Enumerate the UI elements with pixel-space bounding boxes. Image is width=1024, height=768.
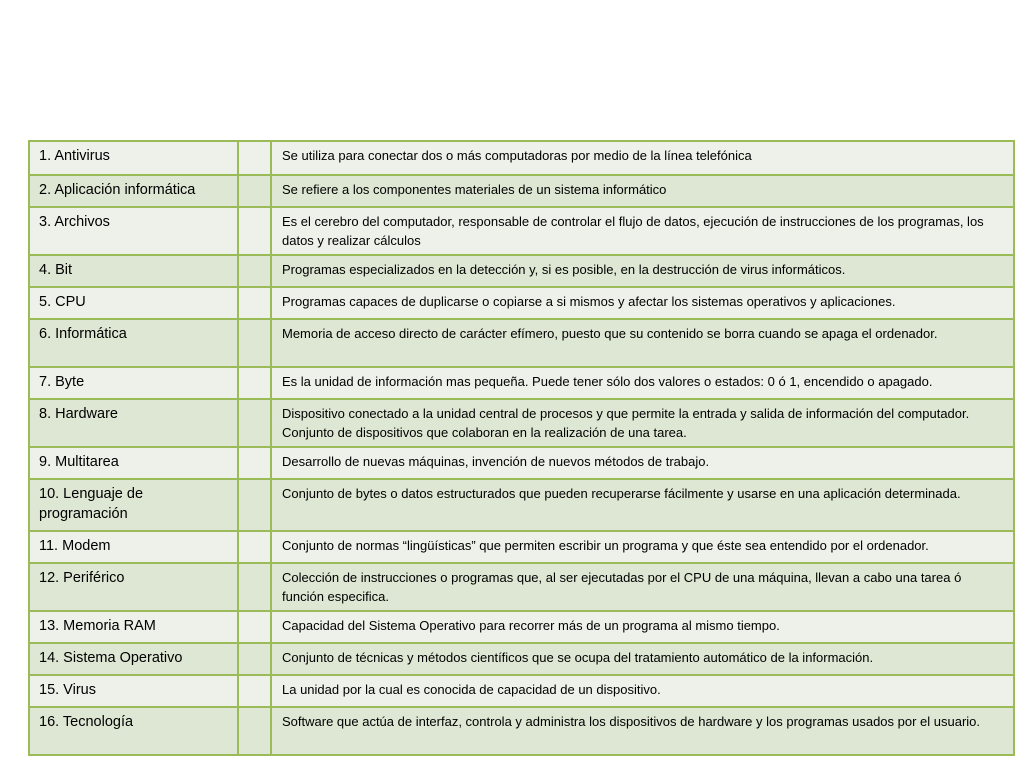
matching-table xyxy=(28,140,1015,756)
table-row xyxy=(29,643,1014,675)
definition-cell: Conjunto de bytes o datos estructurados que pueden recuperarse fácilmente y usarse en una aplicación determinada. xyxy=(271,479,1014,531)
answer-cell[interactable] xyxy=(238,287,271,319)
answer-cell[interactable] xyxy=(238,319,271,367)
definition-cell: Es la unidad de información mas pequeña. Puede tener sólo dos valores o estados: 0 ó 1, encendido o apagado. xyxy=(271,367,1014,399)
answer-cell[interactable] xyxy=(238,207,271,255)
term-cell: 8. Hardware xyxy=(29,399,238,447)
definition-cell: Se refiere a los componentes materiales de un sistema informático xyxy=(271,175,1014,207)
table-row xyxy=(29,141,1014,175)
term-cell: 15. Virus xyxy=(29,675,238,707)
definition-cell: La unidad por la cual es conocida de capacidad de un dispositivo. xyxy=(271,675,1014,707)
table-row xyxy=(29,207,1014,255)
answer-cell[interactable] xyxy=(238,531,271,563)
term-cell: 11. Modem xyxy=(29,531,238,563)
definition-cell: Dispositivo conectado a la unidad central de procesos y que permite la entrada y salida de información del computador. Conjunto de dispositivos que colaboran en la realización de una tarea. xyxy=(271,399,1014,447)
definition-cell: Programas especializados en la detección y, si es posible, en la destrucción de virus informáticos. xyxy=(271,255,1014,287)
definition-cell: Se utiliza para conectar dos o más computadoras por medio de la línea telefónica xyxy=(271,141,1014,175)
table-row xyxy=(29,399,1014,447)
answer-cell[interactable] xyxy=(238,643,271,675)
term-cell: 1. Antivirus xyxy=(29,141,238,175)
table-row xyxy=(29,367,1014,399)
definition-cell: Capacidad del Sistema Operativo para recorrer más de un programa al mismo tiempo. xyxy=(271,611,1014,643)
answer-cell[interactable] xyxy=(238,675,271,707)
answer-cell[interactable] xyxy=(238,447,271,479)
answer-cell[interactable] xyxy=(238,611,271,643)
answer-cell[interactable] xyxy=(238,563,271,611)
table-row xyxy=(29,287,1014,319)
definition-cell: Memoria de acceso directo de carácter efímero, puesto que su contenido se borra cuando se apaga el ordenador. xyxy=(271,319,1014,367)
definition-cell: Desarrollo de nuevas máquinas, invención de nuevos métodos de trabajo. xyxy=(271,447,1014,479)
definition-cell: Software que actúa de interfaz, controla y administra los dispositivos de hardware y los programas usados por el usuario. xyxy=(271,707,1014,755)
table-row xyxy=(29,563,1014,611)
table-row xyxy=(29,611,1014,643)
table-row xyxy=(29,319,1014,367)
definition-cell: Conjunto de normas “lingüísticas” que permiten escribir un programa y que éste sea entendido por el ordenador. xyxy=(271,531,1014,563)
answer-cell[interactable] xyxy=(238,399,271,447)
term-cell: 14. Sistema Operativo xyxy=(29,643,238,675)
table-row xyxy=(29,675,1014,707)
definition-cell: Programas capaces de duplicarse o copiarse a si mismos y afectar los sistemas operativos y aplicaciones. xyxy=(271,287,1014,319)
term-cell: 3. Archivos xyxy=(29,207,238,255)
answer-cell[interactable] xyxy=(238,255,271,287)
table-row xyxy=(29,479,1014,531)
term-cell: 16. Tecnología xyxy=(29,707,238,755)
table-row xyxy=(29,255,1014,287)
term-cell: 13. Memoria RAM xyxy=(29,611,238,643)
definition-cell: Es el cerebro del computador, responsable de controlar el flujo de datos, ejecución de instrucciones de los programas, los datos y realizar cálculos xyxy=(271,207,1014,255)
answer-cell[interactable] xyxy=(238,479,271,531)
term-cell: 6. Informática xyxy=(29,319,238,367)
answer-cell[interactable] xyxy=(238,367,271,399)
term-cell: 5. CPU xyxy=(29,287,238,319)
term-cell: 2. Aplicación informática xyxy=(29,175,238,207)
definition-cell: Conjunto de técnicas y métodos científicos que se ocupa del tratamiento automático de la información. xyxy=(271,643,1014,675)
table-row xyxy=(29,447,1014,479)
term-cell: 4. Bit xyxy=(29,255,238,287)
term-cell: 9. Multitarea xyxy=(29,447,238,479)
term-cell: 10. Lenguaje de programación xyxy=(29,479,238,531)
term-cell: 7. Byte xyxy=(29,367,238,399)
table-row xyxy=(29,707,1014,755)
table-row xyxy=(29,531,1014,563)
definition-cell: Colección de instrucciones o programas que, al ser ejecutadas por el CPU de una máquina, llevan a cabo una tarea ó función especifica. xyxy=(271,563,1014,611)
answer-cell[interactable] xyxy=(238,707,271,755)
answer-cell[interactable] xyxy=(238,141,271,175)
matching-table-body xyxy=(29,141,1014,755)
term-cell: 12. Periférico xyxy=(29,563,238,611)
answer-cell[interactable] xyxy=(238,175,271,207)
table-row xyxy=(29,175,1014,207)
